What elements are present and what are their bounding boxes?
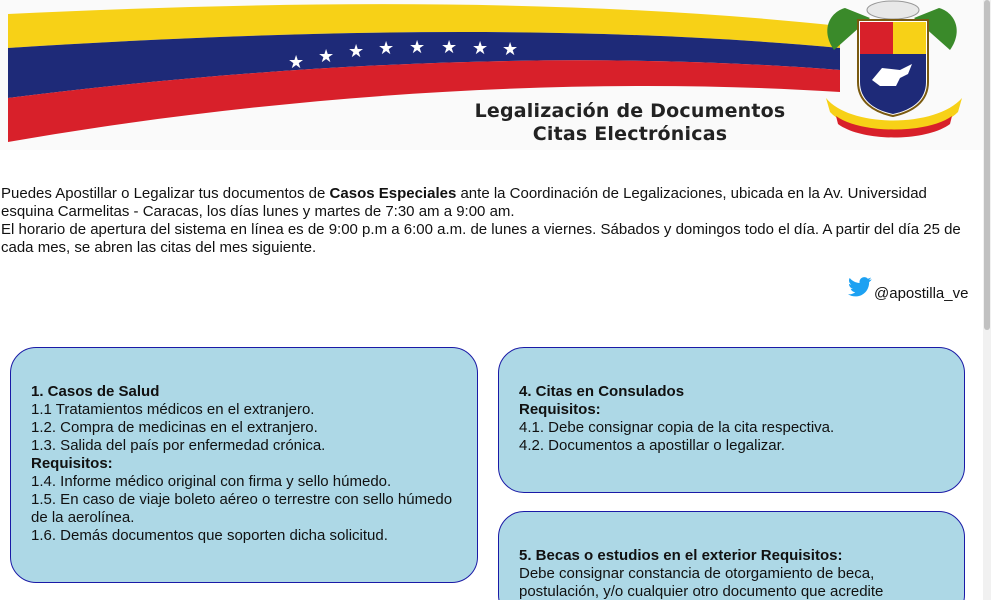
- requirements-label: Requisitos:: [519, 401, 601, 418]
- page-scrollbar[interactable]: [983, 0, 991, 600]
- banner-title: Legalización de Documentos: [474, 100, 786, 122]
- svg-text:★: ★: [409, 37, 426, 58]
- card-casos-de-salud: [10, 347, 478, 583]
- svg-text:★: ★: [441, 37, 458, 58]
- coat-of-arms-icon: [826, 1, 962, 138]
- banner-subtitle: Citas Electrónicas: [532, 123, 728, 145]
- card-citas-en-consulados: [498, 347, 965, 493]
- intro-paragraph-schedule: El horario de apertura del sistema en línea es de 9:00 p.m a 6:00 a.m. de lunes a viernes. Sábados y domingos todo el día. A partir del día 25 de cada mes, se abren las citas del mes siguiente.: [1, 221, 961, 256]
- list-item: 1.6. Demás documentos que soporten dicha solicitud.: [31, 527, 388, 544]
- scrollbar-thumb[interactable]: [984, 0, 990, 330]
- twitter-bird-icon: [848, 277, 872, 297]
- intro-paragraph-location: [1, 185, 966, 221]
- svg-text:★: ★: [348, 41, 365, 62]
- svg-text:★: ★: [472, 38, 489, 59]
- list-item: 1.2. Compra de medicinas en el extranjero.: [31, 419, 318, 436]
- intro-text: [1, 185, 966, 257]
- card-title: 1. Casos de Salud: [31, 383, 160, 400]
- list-item: 1.1 Tratamientos médicos en el extranjero.: [31, 401, 315, 418]
- list-item: 1.4. Informe médico original con firma y sello húmedo.: [31, 473, 392, 490]
- card-title: 4. Citas en Consulados: [519, 383, 685, 400]
- list-item: 4.1. Debe consignar copia de la cita respectiva.: [519, 419, 835, 436]
- card-text: Debe consignar constancia de otorgamiento de beca, postulación, y/o cualquier otro documento que acredite: [519, 565, 884, 600]
- svg-text:★: ★: [502, 39, 519, 60]
- intro-text-part: Puedes Apostillar o Legalizar tus documentos de: [1, 185, 330, 202]
- intro-highlight-special-cases: Casos Especiales: [329, 185, 457, 202]
- svg-text:★: ★: [288, 52, 305, 73]
- header-banner: [0, 0, 983, 150]
- list-item: 4.2. Documentos a apostillar o legalizar.: [519, 437, 785, 454]
- list-item: 1.5. En caso de viaje boleto aéreo o terrestre con sello húmedo de la aerolínea.: [31, 491, 453, 526]
- twitter-handle[interactable]: @apostilla_ve: [874, 285, 969, 302]
- list-item: 1.3. Salida del país por enfermedad crónica.: [31, 437, 326, 454]
- svg-text:★: ★: [318, 46, 335, 67]
- requirements-label: Requisitos:: [31, 455, 113, 472]
- card-title: 5. Becas o estudios en el exterior Requisitos:: [519, 547, 843, 564]
- card-becas-o-estudios: [498, 511, 965, 600]
- intro-text-part: ante la Coordinación de Legalizaciones, ubicada en la Av. Universidad esquina Carmelitas - Caracas, los días lunes y martes de 7:30 am a 9:00 am.: [1, 185, 927, 220]
- svg-text:★: ★: [378, 38, 395, 59]
